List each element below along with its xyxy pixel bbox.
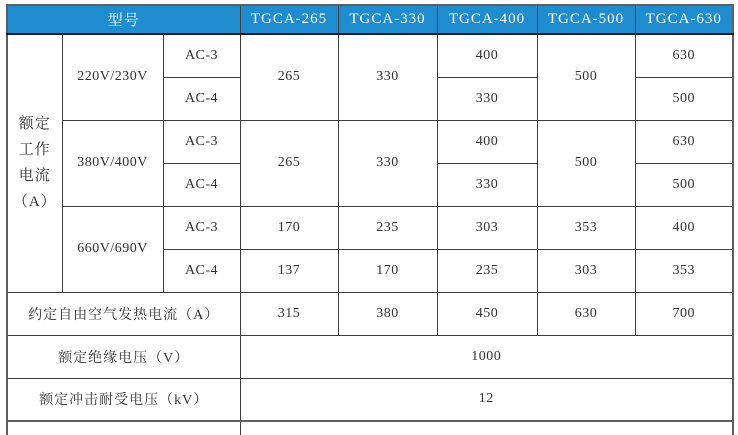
value-cell: 380 <box>338 292 437 335</box>
utilization-category-label: AC-4 <box>163 249 240 292</box>
value-cell: 353 <box>537 206 635 249</box>
value-cell: 137 <box>240 249 338 292</box>
row-insulation-voltage <box>7 335 733 378</box>
rated-working-current-line1: 额定 <box>18 116 51 133</box>
table-header <box>7 5 733 34</box>
value-cell: 303 <box>537 249 635 292</box>
rated-working-current-label <box>7 34 62 292</box>
value-cell: 500 <box>537 120 635 206</box>
value-cell: 235 <box>437 249 537 292</box>
spec-table <box>6 4 734 435</box>
row-660v-ac3 <box>7 206 733 249</box>
utilization-category-label: AC-4 <box>163 163 240 206</box>
model-header-label: 型号 <box>7 5 240 34</box>
value-cell: 450 <box>437 292 537 335</box>
row-partial-clipped <box>7 421 733 435</box>
value-cell: 630 <box>635 120 733 163</box>
voltage-group-220v-label: 220V/230V <box>62 34 163 120</box>
model-header-tgca-265: TGCA-265 <box>240 5 338 34</box>
value-cell: 700 <box>635 292 733 335</box>
value-cell: 330 <box>338 120 437 206</box>
voltage-group-660v-label: 660V/690V <box>62 206 163 292</box>
partial-label-cell <box>7 421 240 435</box>
row-380v-ac3 <box>7 120 733 163</box>
rated-working-current-line4: （A） <box>12 194 57 211</box>
value-cell: 500 <box>537 34 635 120</box>
model-header-tgca-500: TGCA-500 <box>537 5 635 34</box>
header-row <box>7 5 733 34</box>
value-cell: 315 <box>240 292 338 335</box>
value-cell: 500 <box>635 77 733 120</box>
value-cell: 330 <box>437 163 537 206</box>
value-cell: 330 <box>437 77 537 120</box>
row-220v-ac3 <box>7 34 733 77</box>
value-cell: 170 <box>240 206 338 249</box>
value-cell: 170 <box>338 249 437 292</box>
utilization-category-label: AC-3 <box>163 34 240 77</box>
voltage-group-380v-label: 380V/400V <box>62 120 163 206</box>
value-cell: 400 <box>437 34 537 77</box>
value-cell: 353 <box>635 249 733 292</box>
thermal-current-label: 约定自由空气发热电流（A） <box>7 292 240 335</box>
rated-working-current-line3: 电流 <box>18 168 51 185</box>
utilization-category-label: AC-3 <box>163 206 240 249</box>
insulation-voltage-label: 额定绝缘电压（V） <box>7 335 240 378</box>
row-impulse-voltage <box>7 378 733 421</box>
value-cell: 265 <box>240 120 338 206</box>
model-header-tgca-630: TGCA-630 <box>635 5 733 34</box>
value-cell: 630 <box>537 292 635 335</box>
partial-value-cell <box>240 421 733 435</box>
value-cell: 400 <box>635 206 733 249</box>
impulse-voltage-label: 额定冲击耐受电压（kV） <box>7 378 240 421</box>
utilization-category-label: AC-4 <box>163 77 240 120</box>
model-header-tgca-330: TGCA-330 <box>338 5 437 34</box>
value-cell: 630 <box>635 34 733 77</box>
value-cell: 265 <box>240 34 338 120</box>
model-header-tgca-400: TGCA-400 <box>437 5 537 34</box>
value-cell: 400 <box>437 120 537 163</box>
impulse-voltage-value: 12 <box>240 378 733 421</box>
row-thermal-current <box>7 292 733 335</box>
value-cell: 303 <box>437 206 537 249</box>
utilization-category-label: AC-3 <box>163 120 240 163</box>
rated-working-current-line2: 工作 <box>18 142 51 159</box>
insulation-voltage-value: 1000 <box>240 335 733 378</box>
value-cell: 330 <box>338 34 437 120</box>
value-cell: 235 <box>338 206 437 249</box>
value-cell: 500 <box>635 163 733 206</box>
